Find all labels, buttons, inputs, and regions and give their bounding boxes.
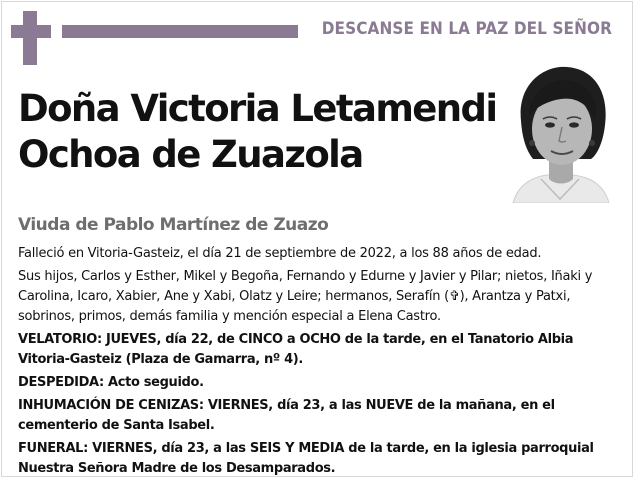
cross-icon <box>23 11 37 65</box>
header-tagline: DESCANSE EN LA PAZ DEL SEÑOR <box>321 19 612 39</box>
funeral-paragraph: FUNERAL: VIERNES, día 23, a las SEIS Y MEDIA de la tarde, en la iglesia parroquial Nuestra Señora Madre de los Desamparados. <box>18 441 594 476</box>
inhumacion-paragraph: INHUMACIÓN DE CENIZAS: VIERNES, día 23, a las NUEVE de la mañana, en el cementerio de Santa Isabel. <box>18 398 555 433</box>
death-paragraph: Falleció en Vitoria-Gasteiz, el día 21 de septiembre de 2022, a los 88 años de edad. <box>18 246 542 261</box>
family-paragraph: Sus hijos, Carlos y Esther, Mikel y Begoña, Fernando y Edurne y Javier y Pilar; nietos, Iñaki y Carolina, Icaro, Xabier, Ane y Xabi, Olatz y Leire; hermanos, Serafín (✞), Arantza y Patxi, sobrinos, primos, demás familia y mención especial a Elena Castro. <box>18 269 593 324</box>
velatorio-paragraph: VELATORIO: JUEVES, día 22, de CINCO a OCHO de la tarde, en el Tanatorio Albia Vitoria-Gasteiz (Plaza de Gamarra, nº 4). <box>18 332 574 367</box>
name-line-2: Ochoa de Zuazola <box>18 133 363 176</box>
cross-icon-arm <box>11 25 51 38</box>
despedida-paragraph: DESPEDIDA: Acto seguido. <box>18 375 204 390</box>
header-bar <box>62 25 298 38</box>
name-line-1: Doña Victoria Letamendi <box>18 87 497 130</box>
notice-body <box>18 244 618 482</box>
portrait-photo <box>505 63 615 203</box>
deceased-subtitle: Viuda de Pablo Martínez de Zuazo <box>18 215 329 235</box>
deceased-name <box>18 86 498 178</box>
